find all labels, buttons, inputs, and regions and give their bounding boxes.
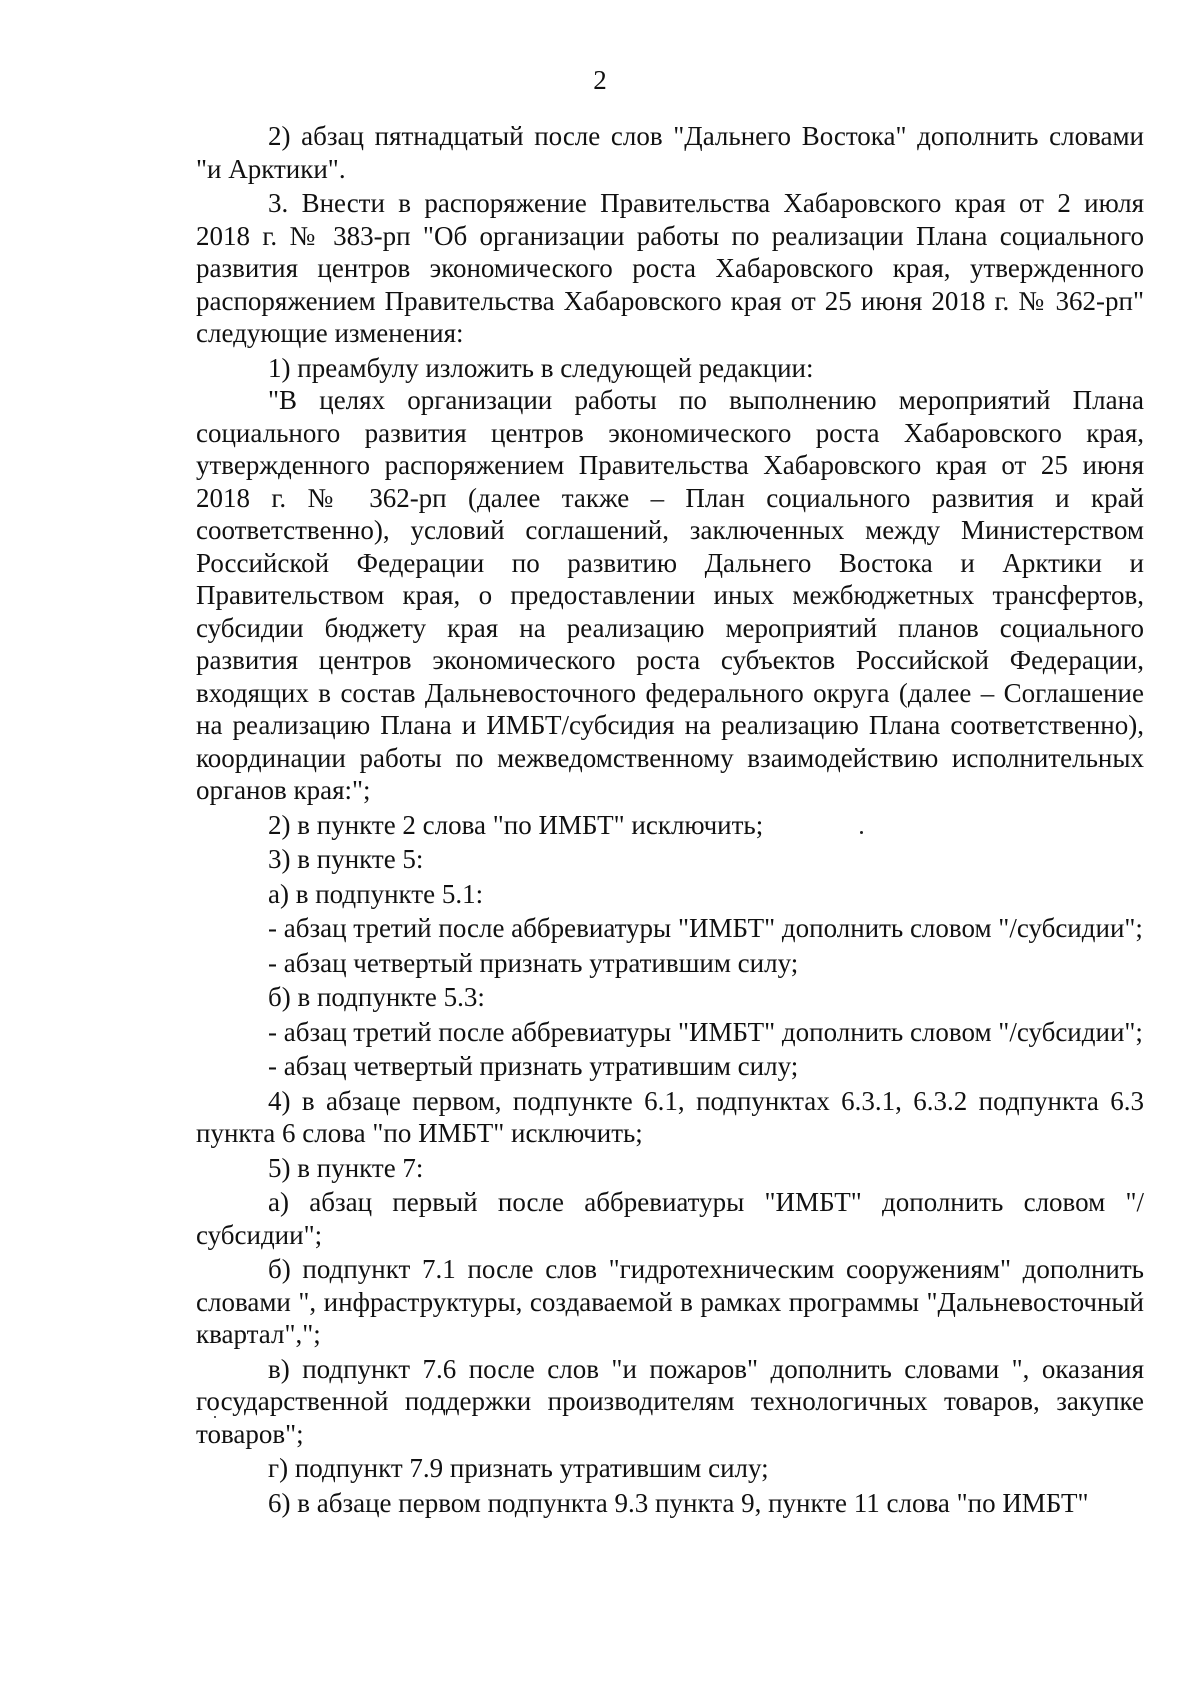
paragraph-5-1-abzac-3: - абзац третий после аббревиатуры "ИМБТ" дополнить словом "/субсидии"; [268,913,1143,943]
paragraph-podpunkt-7-1: б) подпункт 7.1 после слов "гидротехническим сооружениям" дополнить словами ", инфраструктуры, создаваемой в рамках программы "Дальневосточный квартал","; [196,1254,1144,1349]
paragraph-5-1-abzac-4: - абзац четвертый признать утратившим силу; [268,947,799,978]
paragraph-2-abzac-15: 2) абзац пятнадцатый после слов "Дальнего Востока" дополнить словами "и Арктики". [196,121,1144,184]
paragraph-podpunkt-7-9: г) подпункт 7.9 признать утратившим силу; [268,1453,769,1483]
paragraph-5-3-abzac-4: - абзац четвертый признать утратившим силу; [268,1051,799,1081]
paragraph-5-3-abzac-3: - абзац третий после аббревиатуры "ИМБТ" дополнить словом "/субсидии"; [268,1016,1143,1047]
paragraph-preambula: 1) преамбулу изложить в следующей редакции: [268,352,814,383]
scan-speck [214,1416,216,1418]
page-number: 2 [593,65,607,95]
paragraph-3-vnesti: 3. Внести в распоряжение Правительства Хабаровского края от 2 июля 2018 г. № 383-рп "Об организации работы по реализации Плана социального развития центров экономического роста Хабаровского края, утвержденного распоряжением Правительства Хабаровского края от 25 июня 2018 г. № 362-рп" следующие изменения: [196,188,1144,348]
paragraph-preambula-text: "В целях организации работы по выполнению мероприятий Плана социального развития центров экономического роста Хабаровского края, утвержденного распоряжением Правительства Хабаровского края от 25 июня 2018 г. № 362-рп (далее также – План социального развития и край соответственно), условий соглашений, заключенных между Министерством Российской Федерации по развитию Дальнего Востока и Арктики и Правительством края, о предоставлении иных межбюджетных трансфертов, субсидии бюджету края на реализацию мероприятий планов социального развития центров экономического роста субъектов Российской Федерации, входящих в состав Дальневосточного федерального округа (далее – Соглашение на реализацию Плана и ИМБТ/субсидия на реализацию Плана соответственно), координации работы по межведомственному взаимодействию исполнительных органов края:"; [196,385,1144,805]
paragraph-podpunkt-5-3: б) в подпункте 5.3: [268,982,485,1012]
paragraph-punkt-6: 4) в абзаце первом, подпункте 6.1, подпунктах 6.3.1, 6.3.2 подпункта 6.3 пункта 6 слова "по ИМБТ" исключить; [196,1085,1144,1148]
paragraph-podpunkt-5-1: а) в подпункте 5.1: [268,878,484,909]
paragraph-podpunkt-7-6: в) подпункт 7.6 после слов "и пожаров" дополнить словами ", оказания государственной поддержки производителям технологичных товаров, закупке товаров"; [196,1353,1144,1449]
paragraph-punkt-7: 5) в пункте 7: [268,1152,424,1183]
paragraph-7-abzac-1: а) абзац первый после аббревиатуры "ИМБТ" дополнить словом "/субсидии"; [196,1187,1144,1250]
paragraph-punkt-9-3: 6) в абзаце первом подпункта 9.3 пункта 9, пункте 11 слова "по ИМБТ" [268,1487,1089,1518]
paragraph-punkt-2: 2) в пункте 2 слова "по ИМБТ" исключить; [268,809,764,840]
document-body [196,120,1144,1519]
scan-speck [860,831,863,834]
paragraph-punkt-5: 3) в пункте 5: [268,844,424,874]
